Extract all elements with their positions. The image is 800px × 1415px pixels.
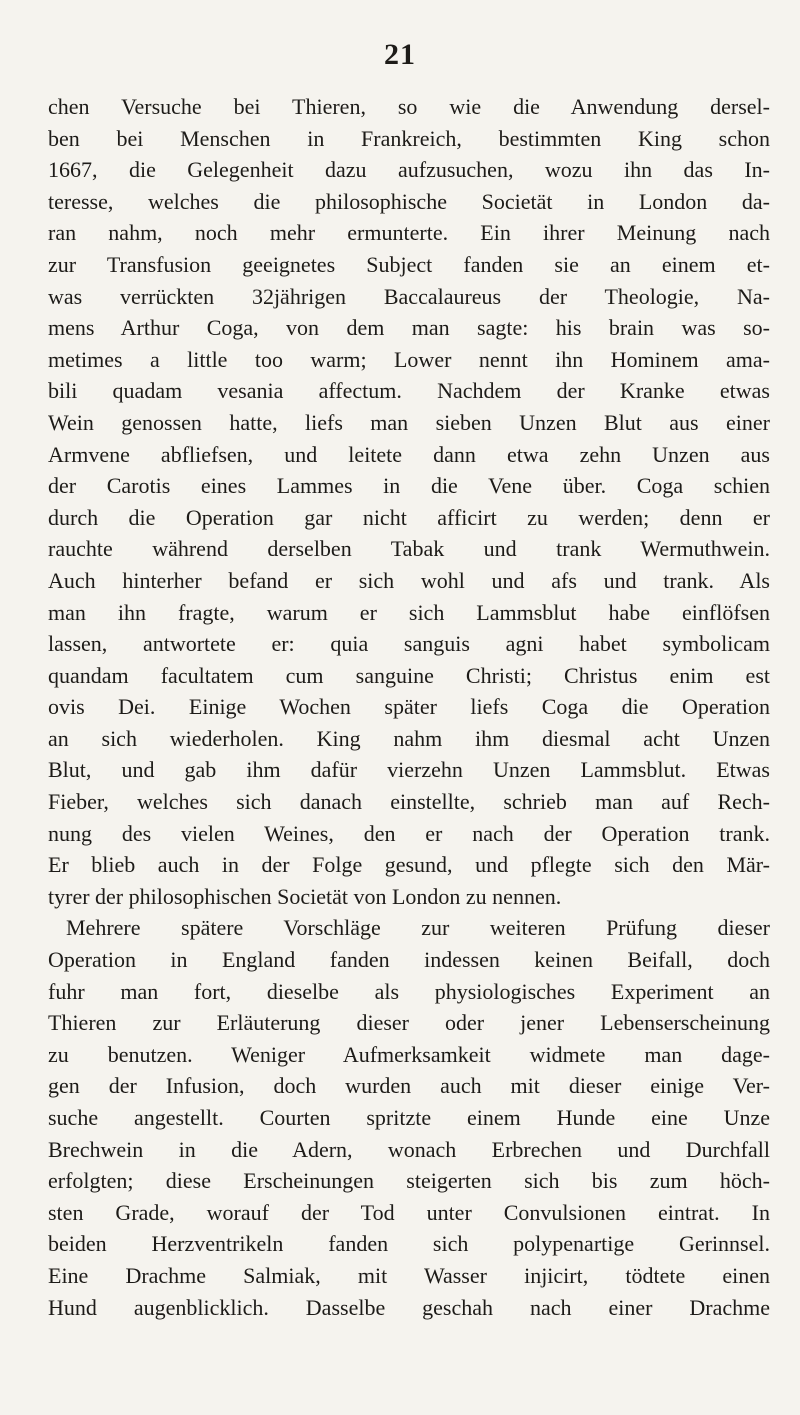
text-line: nung des vielen Weines, den er nach der Operation trank. [48, 820, 770, 846]
text-line: ovis Dei. Einige Wochen später liefs Coga die Operation [48, 694, 770, 720]
text-line: metimes a little too warm; Lower nennt ihn Hominem ama- [48, 346, 770, 372]
text-line: Auch hinterher befand er sich wohl und afs und trank. Als [48, 567, 770, 593]
text-line: quandam facultatem cum sanguine Christi; Christus enim est [48, 662, 770, 688]
text-line: suche angestellt. Courten spritzte einem Hunde eine Unze [48, 1105, 770, 1130]
text-line: Wein genossen hatte, liefs man sieben Unzen Blut aus einer [48, 409, 770, 435]
text-line: zu benutzen. Weniger Aufmerksamkeit widmete man dage- [48, 1041, 770, 1067]
text-line: durch die Operation gar nicht afficirt zu werden; denn er [48, 504, 770, 530]
text-line: Eine Drachme Salmiak, mit Wasser injicirt, tödtete einen [48, 1262, 770, 1288]
text-line: an sich wiederholen. King nahm ihm diesmal acht Unzen [48, 725, 770, 751]
text-line: Brechwein in die Adern, wonach Erbrechen und Durchfall [48, 1136, 770, 1162]
text-line: mens Arthur Coga, von dem man sagte: his brain was so- [48, 315, 770, 341]
text-line: Mehrere spätere Vorschläge zur weiteren Prüfung dieser [66, 915, 770, 941]
text-line: rauchte während derselben Tabak und trank Wermuthwein. [48, 536, 770, 562]
text-line: zur Transfusion geeignetes Subject fanden sie an einem et- [48, 251, 770, 277]
text-line: Blut, und gab ihm dafür vierzehn Unzen Lammsblut. Etwas [48, 757, 770, 783]
text-line: Fieber, welches sich danach einstellte, schrieb man auf Rech- [48, 789, 770, 815]
page-number: 21 [384, 38, 416, 71]
text-line: fuhr man fort, dieselbe als physiologisches Experiment an [48, 978, 770, 1004]
text-line: erfolgten; diese Erscheinungen steigerten sich bis zum höch- [48, 1168, 770, 1194]
body-text [48, 91, 770, 1323]
text-line: 1667, die Gelegenheit dazu aufzusuchen, wozu ihn das In- [48, 157, 770, 183]
text-line: chen Versuche bei Thieren, so wie die Anwendung dersel- [48, 94, 770, 119]
text-line: ran nahm, noch mehr ermunterte. Ein ihrer Meinung nach [48, 220, 770, 246]
text-line: teresse, welches die philosophische Societät in London da- [48, 188, 770, 214]
text-line: beiden Herzventrikeln fanden sich polypenartige Gerinnsel. [48, 1231, 770, 1257]
text-line: ben bei Menschen in Frankreich, bestimmten King schon [48, 125, 770, 151]
text-line: Armvene abfliefsen, und leitete dann etwa zehn Unzen aus [48, 441, 770, 467]
text-line: Er blieb auch in der Folge gesund, und pflegte sich den Mär- [48, 852, 770, 878]
text-line: Hund augenblicklich. Dasselbe geschah nach einer Drachme [48, 1294, 770, 1320]
text-line: lassen, antwortete er: quia sanguis agni habet symbolicam [48, 631, 770, 657]
text-line: sten Grade, worauf der Tod unter Convulsionen eintrat. In [48, 1199, 770, 1225]
text-line: man ihn fragte, warum er sich Lammsblut habe einflöfsen [48, 599, 770, 625]
text-line: der Carotis eines Lammes in die Vene über. Coga schien [48, 473, 770, 499]
text-line: tyrer der philosophischen Societät von London zu nennen. [48, 883, 562, 909]
text-line: Thieren zur Erläuterung dieser oder jener Lebenserscheinung [48, 1010, 770, 1036]
text-line: gen der Infusion, doch wurden auch mit dieser einige Ver- [48, 1073, 770, 1099]
text-line: Operation in England fanden indessen keinen Beifall, doch [48, 947, 770, 973]
text-line: was verrückten 32jährigen Baccalaureus der Theologie, Na- [48, 283, 770, 309]
text-line: bili quadam vesania affectum. Nachdem der Kranke etwas [48, 378, 770, 404]
